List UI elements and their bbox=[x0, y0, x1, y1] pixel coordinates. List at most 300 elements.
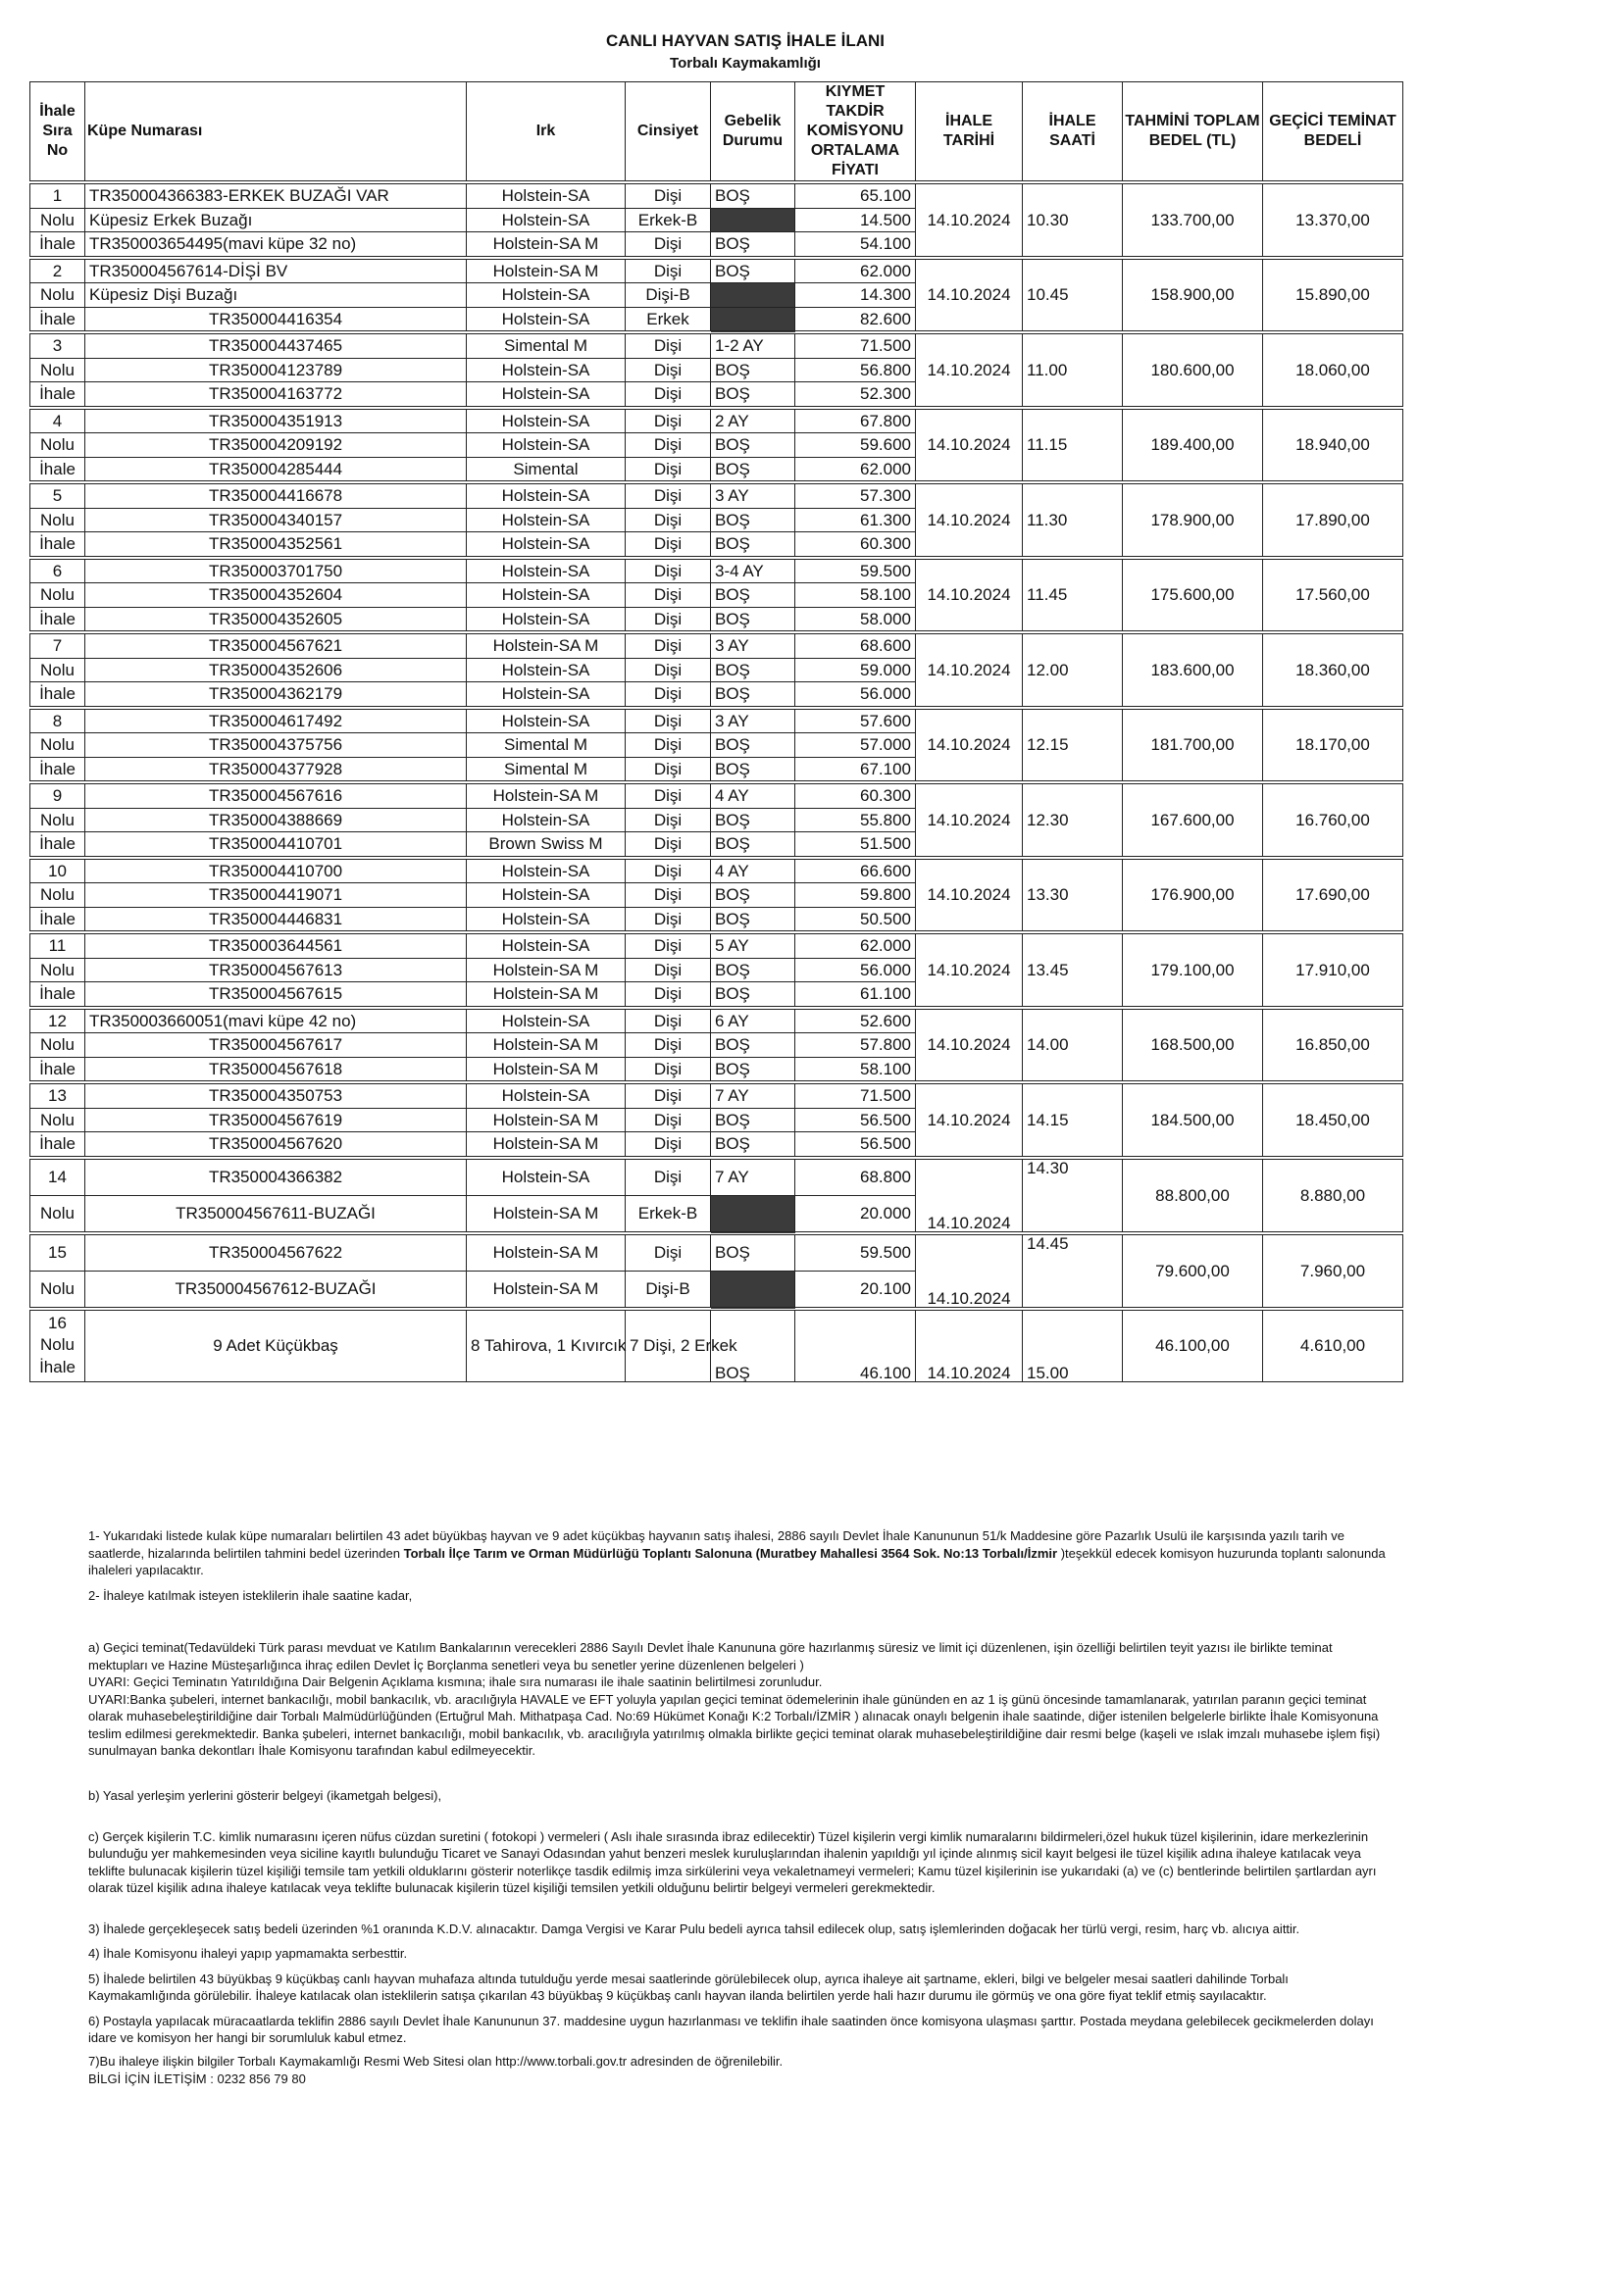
breed: Holstein-SA M bbox=[467, 1271, 626, 1309]
pregnancy-status: 3-4 AY bbox=[711, 558, 795, 583]
breed: Simental M bbox=[467, 332, 626, 358]
pregnancy-status: BOŞ bbox=[711, 382, 795, 408]
ear-tag-number: TR350004285444 bbox=[85, 457, 467, 482]
breed: Holstein-SA bbox=[467, 808, 626, 832]
pregnancy-status: BOŞ bbox=[711, 258, 795, 283]
gender: Dişi bbox=[626, 757, 711, 782]
appraised-price: 57.600 bbox=[795, 708, 916, 733]
pregnancy-status: BOŞ bbox=[711, 682, 795, 708]
breed: Holstein-SA bbox=[467, 607, 626, 632]
auction-number-value: 10 bbox=[30, 858, 85, 883]
breed: Simental M bbox=[467, 733, 626, 758]
note-a-warning-1: UYARI: Geçici Teminatın Yatırıldığına Dair Belgenin Açıklama kısmına; ihale sıra numarası ile ihale saatinin belirtilmesi zorunludur. bbox=[88, 1674, 823, 1690]
breed: Holstein-SA M bbox=[467, 1033, 626, 1058]
deposit-amount: 8.880,00 bbox=[1263, 1158, 1403, 1233]
gender: Dişi bbox=[626, 1233, 711, 1272]
ear-tag-number: TR350004352604 bbox=[85, 583, 467, 608]
auction-group bbox=[30, 258, 1403, 333]
auction-time: 10.45 bbox=[1023, 258, 1123, 333]
breed: Holstein-SA M bbox=[467, 1195, 626, 1233]
breed: Holstein-SA bbox=[467, 208, 626, 232]
pregnancy-status: BOŞ bbox=[711, 1132, 795, 1158]
auction-number-value: 2 bbox=[30, 258, 85, 283]
deposit-amount: 18.940,00 bbox=[1263, 408, 1403, 483]
auction-number-label: Nolu bbox=[30, 583, 85, 608]
breed: Holstein-SA bbox=[467, 1158, 626, 1196]
auction-number-label: İhale bbox=[30, 757, 85, 782]
gender: Dişi bbox=[626, 408, 711, 433]
ear-tag-number: Küpesiz Erkek Buzağı bbox=[85, 208, 467, 232]
gender: Dişi bbox=[626, 1158, 711, 1196]
ear-tag-number: TR350004123789 bbox=[85, 358, 467, 382]
pregnancy-status: 7 AY bbox=[711, 1082, 795, 1108]
auction-number-value: 15 bbox=[30, 1233, 85, 1272]
pregnancy-status: BOŞ bbox=[711, 433, 795, 458]
auction-number-label: İhale bbox=[30, 982, 85, 1008]
estimated-total: 184.500,00 bbox=[1123, 1082, 1263, 1158]
auction-date: 14.10.2024 bbox=[916, 558, 1023, 633]
ear-tag-number: TR350004567614-DİŞİ BV bbox=[85, 258, 467, 283]
appraised-price: 67.800 bbox=[795, 408, 916, 433]
table-row bbox=[30, 1233, 1403, 1272]
ear-tag-number: TR350004567622 bbox=[85, 1233, 467, 1272]
ear-tag-number: TR350004352561 bbox=[85, 532, 467, 558]
auction-number-label: Nolu bbox=[30, 283, 85, 308]
auction-date: 14.10.2024 bbox=[916, 1233, 1023, 1309]
auction-time: 14.15 bbox=[1023, 1082, 1123, 1158]
table-row bbox=[30, 782, 1403, 808]
auction-number-label: İhale bbox=[30, 1057, 85, 1082]
gender: Dişi bbox=[626, 1008, 711, 1033]
ear-tag-number: TR350004340157 bbox=[85, 508, 467, 532]
ear-tag-number: TR350003660051(mavi küpe 42 no) bbox=[85, 1008, 467, 1033]
note-a-warning-2: UYARI:Banka şubeleri, internet bankacılığı, mobil bankacılık, vb. aracılığıyla HAVALE ve EFT yoluyla yapılan geçici teminat ödemelerinin ihale gününden en az 1 iş günü öncesinde tamamlanarak, yatırılan paranın geçici teminat olarak muhasebeleştirildiğine dair Torbalı Malmüdürlüğünden (Ertuğrul Mah. Mithatpaşa Cad. No:69 Hükümet Konağı K:2 Torbalı/İZMİR ) alınacak onaylı belgenin ihale saatinde, diğer istenilen belgelerle birlikte İhale Komisyonuna teslim edilmesi gerekmektedir. Banka şubeleri, internet bankacılığı, mobil bankacılık, vb. aracılığıyla yatırılmış olmakla birlikte geçici teminat olarak muhasebeleştirildiğine dair resmi belge (kaşeli ve ıslak imzalı muhasebe işlem fişi) sunulmayan banka dekontları İhale Komisyonu tarafından kabul edilmeyecektir. bbox=[88, 1691, 1381, 1759]
auction-number-value: 8 bbox=[30, 708, 85, 733]
header-toplam: TAHMİNİ TOPLAM BEDEL (TL) bbox=[1123, 82, 1263, 183]
appraised-price: 14.500 bbox=[795, 208, 916, 232]
ear-tag-number: TR350004446831 bbox=[85, 907, 467, 932]
auction-number-label: Nolu bbox=[30, 358, 85, 382]
appraised-price: 57.000 bbox=[795, 733, 916, 758]
pregnancy-status: BOŞ bbox=[711, 532, 795, 558]
ear-tag-number: TR350004410701 bbox=[85, 832, 467, 858]
auction-number-label: Nolu bbox=[40, 1335, 75, 1355]
gender: Dişi bbox=[626, 858, 711, 883]
estimated-total: 181.700,00 bbox=[1123, 708, 1263, 783]
auction-number-value: 5 bbox=[30, 482, 85, 508]
auction-group bbox=[30, 332, 1403, 408]
table-row bbox=[30, 708, 1403, 733]
gender: Dişi bbox=[626, 583, 711, 608]
gender: Dişi bbox=[626, 1057, 711, 1082]
ear-tag-number: TR350004366382 bbox=[85, 1158, 467, 1196]
table-row bbox=[30, 182, 1403, 208]
ear-tag-number: TR350004351913 bbox=[85, 408, 467, 433]
breed: Holstein-SA bbox=[467, 508, 626, 532]
appraised-price: 20.100 bbox=[795, 1271, 916, 1309]
pregnancy-status bbox=[711, 1195, 795, 1233]
note-6: 6) Postayla yapılacak müracaatlarda teklifin 2886 sayılı Devlet İhale Kanununun 37. maddesine uygun hazırlanması ve teklifin ihale saatinden önce komisyona ulaşması şarttır. Postada meydana gelebilecek gecikmelerden dolayı idare ve komisyon her hangi bir sorumluluk kabul etmez. bbox=[88, 2013, 1374, 2046]
notes bbox=[88, 1527, 1393, 2087]
ear-tag-number: 9 Adet Küçükbaş bbox=[85, 1309, 467, 1382]
breed: Holstein-SA M bbox=[467, 258, 626, 283]
document-title: CANLI HAYVAN SATIŞ İHALE İLANI bbox=[606, 31, 885, 50]
ear-tag-number: TR350004567616 bbox=[85, 782, 467, 808]
auction-group bbox=[30, 708, 1403, 783]
table-row bbox=[30, 1158, 1403, 1196]
breed: Holstein-SA M bbox=[467, 782, 626, 808]
deposit-amount: 15.890,00 bbox=[1263, 258, 1403, 333]
pregnancy-status: 4 AY bbox=[711, 782, 795, 808]
gender: Dişi bbox=[626, 482, 711, 508]
breed: Holstein-SA bbox=[467, 1082, 626, 1108]
appraised-price: 58.100 bbox=[795, 583, 916, 608]
pregnancy-status: 7 AY bbox=[711, 1158, 795, 1196]
gender: Dişi bbox=[626, 1108, 711, 1132]
appraised-price: 52.300 bbox=[795, 382, 916, 408]
ear-tag-number: TR350003654495(mavi küpe 32 no) bbox=[85, 232, 467, 258]
pregnancy-status: BOŞ bbox=[711, 1233, 795, 1272]
gender: Dişi bbox=[626, 708, 711, 733]
pregnancy-status: BOŞ bbox=[711, 907, 795, 932]
deposit-amount: 18.450,00 bbox=[1263, 1082, 1403, 1158]
estimated-total: 88.800,00 bbox=[1123, 1158, 1263, 1233]
auction-date: 14.10.2024 bbox=[916, 182, 1023, 258]
appraised-price: 71.500 bbox=[795, 1082, 916, 1108]
deposit-amount: 16.850,00 bbox=[1263, 1008, 1403, 1083]
gender: Dişi bbox=[626, 258, 711, 283]
appraised-price: 67.100 bbox=[795, 757, 916, 782]
deposit-amount: 16.760,00 bbox=[1263, 782, 1403, 858]
pregnancy-status: BOŞ bbox=[711, 358, 795, 382]
auction-number-label: İhale bbox=[30, 232, 85, 258]
gender: Dişi bbox=[626, 232, 711, 258]
gender: Dişi bbox=[626, 182, 711, 208]
pregnancy-status: 2 AY bbox=[711, 408, 795, 433]
auction-group bbox=[30, 182, 1403, 258]
auction-number-value: 16 bbox=[48, 1314, 67, 1333]
gender: Dişi-B bbox=[626, 283, 711, 308]
gender: Dişi bbox=[626, 907, 711, 932]
breed: Brown Swiss M bbox=[467, 832, 626, 858]
auction-date: 14.10.2024 bbox=[916, 482, 1023, 558]
table-row bbox=[30, 482, 1403, 508]
breed: Holstein-SA bbox=[467, 658, 626, 682]
pregnancy-status bbox=[711, 1271, 795, 1309]
auction-number-label: Nolu bbox=[30, 508, 85, 532]
auction-date: 14.10.2024 bbox=[916, 858, 1023, 933]
auction-number-value: 13 bbox=[30, 1082, 85, 1108]
auction-group bbox=[30, 558, 1403, 633]
gender: Dişi bbox=[626, 883, 711, 908]
ear-tag-number: TR350004567619 bbox=[85, 1108, 467, 1132]
auction-time: 12.30 bbox=[1023, 782, 1123, 858]
gender: 7 Dişi, 2 Erkek bbox=[626, 1309, 711, 1382]
auction-number-label: İhale bbox=[30, 832, 85, 858]
breed: Holstein-SA M bbox=[467, 1057, 626, 1082]
appraised-price: 59.800 bbox=[795, 883, 916, 908]
pregnancy-status bbox=[711, 208, 795, 232]
breed: 8 Tahirova, 1 Kıvırcık bbox=[467, 1309, 626, 1382]
pregnancy-status: BOŞ bbox=[711, 1057, 795, 1082]
auction-time: 11.30 bbox=[1023, 482, 1123, 558]
ear-tag-number: TR350004567613 bbox=[85, 958, 467, 982]
pregnancy-status: BOŞ bbox=[711, 832, 795, 858]
appraised-price: 59.000 bbox=[795, 658, 916, 682]
auction-number-label: İhale bbox=[30, 532, 85, 558]
pregnancy-status: BOŞ bbox=[711, 808, 795, 832]
ear-tag-number: TR350004209192 bbox=[85, 433, 467, 458]
appraised-price: 20.000 bbox=[795, 1195, 916, 1233]
auction-number-value: 6 bbox=[30, 558, 85, 583]
pregnancy-status: BOŞ bbox=[711, 182, 795, 208]
estimated-total: 168.500,00 bbox=[1123, 1008, 1263, 1083]
gender: Dişi bbox=[626, 558, 711, 583]
estimated-total: 179.100,00 bbox=[1123, 932, 1263, 1008]
breed: Holstein-SA bbox=[467, 583, 626, 608]
note-4: 4) İhale Komisyonu ihaleyi yapıp yapmamakta serbesttir. bbox=[88, 1946, 408, 1962]
gender: Dişi bbox=[626, 358, 711, 382]
note-c: c) Gerçek kişilerin T.C. kimlik numarasını içeren nüfus cüzdan suretini ( fotokopi ) vermeleri ( Aslı ihale sırasında ibraz edilecektir) Tüzel kişilerin vergi kimlik numaralarını bildirmeleri,özel hukuk tüzel kişilerinin, idare merkezlerinin bulunduğu yer mahkemesinden veya siciline kayıtlı bulunduğu Ticaret ve Sanayi Odasından yahut benzeri meslek kuruluşlarından ihalenin yapıldığı yıl içinde alınmış sicil kayıt belgesi ile tüzel kişilik adına ihaleye katılacak veya teklifte bulunacak kişilerin tüzel kişiliği temsile tam yetkili olduklarını gösterir noterlikçe tasdik edilmiş imza sirkülerini veya vekaletnameyi vermeleri; Kamu tüzel kişilerinin ise yukarıdaki (a) ve (c) bentlerinde belirtilen şartlardan ayrı olarak tüzel kişilik adına ihaleye katılacak veya teklifte bulunacak kişilerin tüzel kişiliği temsilen yetkili olduğunu belirtir belgeyi vermeleri gerekmektedir. bbox=[88, 1828, 1377, 1896]
appraised-price: 14.300 bbox=[795, 283, 916, 308]
deposit-amount: 17.690,00 bbox=[1263, 858, 1403, 933]
pregnancy-status: BOŞ bbox=[711, 958, 795, 982]
appraised-price: 55.800 bbox=[795, 808, 916, 832]
note-5: 5) İhalede belirtilen 43 büyükbaş 9 küçükbaş canlı hayvan muhafaza altında tutulduğu yerde mesai saatlerinde görülebilecek olup, ayrıca ihaleye ait şartname, ekleri, bilgi ve belgeler mesai saatleri dahilinde Torbalı Kaymakamlığında görülebilir. İhaleye katılacak olan isteklilerin satışa çıkarılan 43 büyükbaş 9 küçükbaş canlı hayvan ilanda belirtilen yerde hali hazır durumu ile görmüş ve ona göre fiyat teklif etmiş sayılacaktır. bbox=[88, 1971, 1289, 2004]
appraised-price: 58.000 bbox=[795, 607, 916, 632]
breed: Holstein-SA M bbox=[467, 232, 626, 258]
deposit-amount: 18.170,00 bbox=[1263, 708, 1403, 783]
ear-tag-number: TR350004410700 bbox=[85, 858, 467, 883]
auction-date: 14.10.2024 bbox=[916, 708, 1023, 783]
ear-tag-number: TR350004567611-BUZAĞI bbox=[85, 1195, 467, 1233]
pregnancy-status: BOŞ bbox=[711, 757, 795, 782]
ear-tag-number: TR350004567612-BUZAĞI bbox=[85, 1271, 467, 1309]
ear-tag-number: TR350004163772 bbox=[85, 382, 467, 408]
auction-date: 14.10.2024 bbox=[916, 932, 1023, 1008]
gender: Erkek bbox=[626, 307, 711, 332]
appraised-price: 71.500 bbox=[795, 332, 916, 358]
appraised-price: 59.500 bbox=[795, 1233, 916, 1272]
gender: Dişi bbox=[626, 332, 711, 358]
auction-time: 12.00 bbox=[1023, 632, 1123, 708]
gender: Dişi bbox=[626, 457, 711, 482]
gender: Dişi bbox=[626, 532, 711, 558]
auction-table bbox=[29, 81, 1403, 1382]
ear-tag-number: TR350004437465 bbox=[85, 332, 467, 358]
auction-date: 14.10.2024 bbox=[916, 258, 1023, 333]
gender: Dişi bbox=[626, 782, 711, 808]
gender: Dişi bbox=[626, 433, 711, 458]
table-row bbox=[30, 1082, 1403, 1108]
table-row bbox=[30, 332, 1403, 358]
gender: Dişi bbox=[626, 832, 711, 858]
breed: Holstein-SA bbox=[467, 482, 626, 508]
estimated-total: 183.600,00 bbox=[1123, 632, 1263, 708]
gender: Dişi bbox=[626, 1132, 711, 1158]
pregnancy-status: 3 AY bbox=[711, 708, 795, 733]
breed: Holstein-SA bbox=[467, 182, 626, 208]
appraised-price: 46.100 bbox=[795, 1309, 916, 1382]
pregnancy-status: BOŞ bbox=[711, 733, 795, 758]
appraised-price: 50.500 bbox=[795, 907, 916, 932]
breed: Holstein-SA bbox=[467, 1008, 626, 1033]
header-row bbox=[30, 82, 1403, 183]
table-row bbox=[30, 1008, 1403, 1033]
auction-date: 14.10.2024 bbox=[916, 1082, 1023, 1158]
estimated-total: 180.600,00 bbox=[1123, 332, 1263, 408]
pregnancy-status: 4 AY bbox=[711, 858, 795, 883]
estimated-total: 175.600,00 bbox=[1123, 558, 1263, 633]
auction-date: 14.10.2024 bbox=[916, 1008, 1023, 1083]
gender: Dişi bbox=[626, 982, 711, 1008]
appraised-price: 68.800 bbox=[795, 1158, 916, 1196]
appraised-price: 62.000 bbox=[795, 932, 916, 958]
note-7: 7)Bu ihaleye ilişkin bilgiler Torbalı Kaymakamlığı Resmi Web Sitesi olan http://www.torbali.gov.tr adresinden de öğrenilebilir. bbox=[88, 2054, 784, 2070]
auction-number bbox=[30, 1309, 85, 1382]
appraised-price: 60.300 bbox=[795, 782, 916, 808]
estimated-total: 46.100,00 bbox=[1123, 1309, 1263, 1382]
appraised-price: 56.000 bbox=[795, 682, 916, 708]
pregnancy-status bbox=[711, 283, 795, 308]
appraised-price: 51.500 bbox=[795, 832, 916, 858]
auction-time: 13.30 bbox=[1023, 858, 1123, 933]
breed: Holstein-SA bbox=[467, 932, 626, 958]
auction-time: 14.00 bbox=[1023, 1008, 1123, 1083]
ear-tag-number: TR350004419071 bbox=[85, 883, 467, 908]
breed: Holstein-SA bbox=[467, 382, 626, 408]
deposit-amount: 17.890,00 bbox=[1263, 482, 1403, 558]
pregnancy-status: 1-2 AY bbox=[711, 332, 795, 358]
document-subtitle: Torbalı Kaymakamlığı bbox=[670, 55, 821, 72]
breed: Holstein-SA bbox=[467, 433, 626, 458]
estimated-total: 167.600,00 bbox=[1123, 782, 1263, 858]
breed: Holstein-SA bbox=[467, 408, 626, 433]
appraised-price: 66.600 bbox=[795, 858, 916, 883]
pregnancy-status: BOŞ bbox=[711, 232, 795, 258]
appraised-price: 52.600 bbox=[795, 1008, 916, 1033]
auction-time: 12.15 bbox=[1023, 708, 1123, 783]
pregnancy-status: BOŞ bbox=[711, 607, 795, 632]
appraised-price: 56.800 bbox=[795, 358, 916, 382]
pregnancy-status: BOŞ bbox=[711, 658, 795, 682]
header-kupe: Küpe Numarası bbox=[85, 82, 467, 183]
appraised-price: 59.500 bbox=[795, 558, 916, 583]
ear-tag-number: TR350004388669 bbox=[85, 808, 467, 832]
breed: Holstein-SA M bbox=[467, 1132, 626, 1158]
auction-date: 14.10.2024 bbox=[916, 1158, 1023, 1233]
pregnancy-status: 5 AY bbox=[711, 932, 795, 958]
auction-number-value: 7 bbox=[30, 632, 85, 658]
deposit-amount: 17.910,00 bbox=[1263, 932, 1403, 1008]
pregnancy-status: 6 AY bbox=[711, 1008, 795, 1033]
auction-number-label: Nolu bbox=[30, 1108, 85, 1132]
pregnancy-status: BOŞ bbox=[711, 883, 795, 908]
ear-tag-number: TR350004567615 bbox=[85, 982, 467, 1008]
gender: Erkek-B bbox=[626, 1195, 711, 1233]
gender: Dişi bbox=[626, 1082, 711, 1108]
note-b: b) Yasal yerleşim yerlerini gösterir belgeyi (ikametgah belgesi), bbox=[88, 1788, 442, 1804]
breed: Holstein-SA bbox=[467, 558, 626, 583]
auction-time: 14.30 bbox=[1023, 1158, 1123, 1233]
table-row bbox=[30, 932, 1403, 958]
auction-number-label: Nolu bbox=[30, 1033, 85, 1058]
auction-group bbox=[30, 1309, 1403, 1382]
gender: Dişi bbox=[626, 382, 711, 408]
auction-number-label: İhale bbox=[30, 607, 85, 632]
contact-info: BİLGİ İÇİN İLETİŞİM : 0232 856 79 80 bbox=[88, 2071, 306, 2086]
breed: Holstein-SA bbox=[467, 907, 626, 932]
auction-number-value: 9 bbox=[30, 782, 85, 808]
ear-tag-number: Küpesiz Dişi Buzağı bbox=[85, 283, 467, 308]
deposit-amount: 13.370,00 bbox=[1263, 182, 1403, 258]
breed: Holstein-SA bbox=[467, 358, 626, 382]
deposit-amount: 7.960,00 bbox=[1263, 1233, 1403, 1309]
auction-number-label: Nolu bbox=[30, 658, 85, 682]
header-saat: İHALE SAATİ bbox=[1023, 82, 1123, 183]
gender: Dişi bbox=[626, 958, 711, 982]
auction-number-label: İhale bbox=[30, 1132, 85, 1158]
breed: Holstein-SA bbox=[467, 283, 626, 308]
breed: Holstein-SA bbox=[467, 532, 626, 558]
ear-tag-number: TR350004377928 bbox=[85, 757, 467, 782]
breed: Holstein-SA bbox=[467, 858, 626, 883]
gender: Dişi bbox=[626, 1033, 711, 1058]
breed: Holstein-SA M bbox=[467, 1233, 626, 1272]
gender: Dişi bbox=[626, 932, 711, 958]
auction-number-value: 4 bbox=[30, 408, 85, 433]
pregnancy-status: BOŞ bbox=[711, 1309, 795, 1382]
ear-tag-number: TR350004416678 bbox=[85, 482, 467, 508]
auction-number-label: Nolu bbox=[30, 1271, 85, 1309]
auction-number-value: 12 bbox=[30, 1008, 85, 1033]
appraised-price: 61.300 bbox=[795, 508, 916, 532]
appraised-price: 57.300 bbox=[795, 482, 916, 508]
auction-group bbox=[30, 1008, 1403, 1083]
deposit-amount: 18.360,00 bbox=[1263, 632, 1403, 708]
note-a: a) Geçici teminat(Tedavüldeki Türk parası mevduat ve Katılım Bankalarının verecekleri 2886 Sayılı Devlet İhale Kanununa göre hazırlanmış süresiz ve limit içi düzenlenen, işin özelliği belirtilen teyit yazısı ile birlikte teminat mektupları ve Hazine Müsteşarlığınca ihraç edilen Devlet İç Borçlanma senetleri veya bu senetler yerine düzenlenen belgeleri ) bbox=[88, 1640, 1333, 1672]
ear-tag-number: TR350004366383-ERKEK BUZAĞI VAR bbox=[85, 182, 467, 208]
pregnancy-status: BOŞ bbox=[711, 457, 795, 482]
header-gebelik: Gebelik Durumu bbox=[711, 82, 795, 183]
auction-time: 11.45 bbox=[1023, 558, 1123, 633]
gender: Dişi bbox=[626, 658, 711, 682]
auction-date: 14.10.2024 bbox=[916, 632, 1023, 708]
auction-group bbox=[30, 858, 1403, 933]
ear-tag-number: TR350004352605 bbox=[85, 607, 467, 632]
estimated-total: 133.700,00 bbox=[1123, 182, 1263, 258]
auction-group bbox=[30, 782, 1403, 858]
auction-number-label: İhale bbox=[39, 1357, 76, 1376]
appraised-price: 57.800 bbox=[795, 1033, 916, 1058]
auction-number-label: Nolu bbox=[30, 883, 85, 908]
appraised-price: 56.500 bbox=[795, 1108, 916, 1132]
auction-date: 14.10.2024 bbox=[916, 782, 1023, 858]
auction-number-value: 1 bbox=[30, 182, 85, 208]
gender: Erkek-B bbox=[626, 208, 711, 232]
auction-number-label: İhale bbox=[30, 307, 85, 332]
pregnancy-status: 3 AY bbox=[711, 482, 795, 508]
ear-tag-number: TR350004416354 bbox=[85, 307, 467, 332]
appraised-price: 54.100 bbox=[795, 232, 916, 258]
auction-time: 13.45 bbox=[1023, 932, 1123, 1008]
breed: Holstein-SA M bbox=[467, 632, 626, 658]
ear-tag-number: TR350003701750 bbox=[85, 558, 467, 583]
note-3: 3) İhalede gerçekleşecek satış bedeli üzerinden %1 oranında K.D.V. alınacaktır. Damga Vergisi ve Karar Pulu bedeli ayrıca tahsil edilecek olup, satış işlemlerinden doğacak her türlü vergi, resim, harç vb. alıcıya aittir. bbox=[88, 1921, 1300, 1936]
deposit-amount: 4.610,00 bbox=[1263, 1309, 1403, 1382]
table-row bbox=[30, 1309, 1403, 1382]
appraised-price: 56.000 bbox=[795, 958, 916, 982]
